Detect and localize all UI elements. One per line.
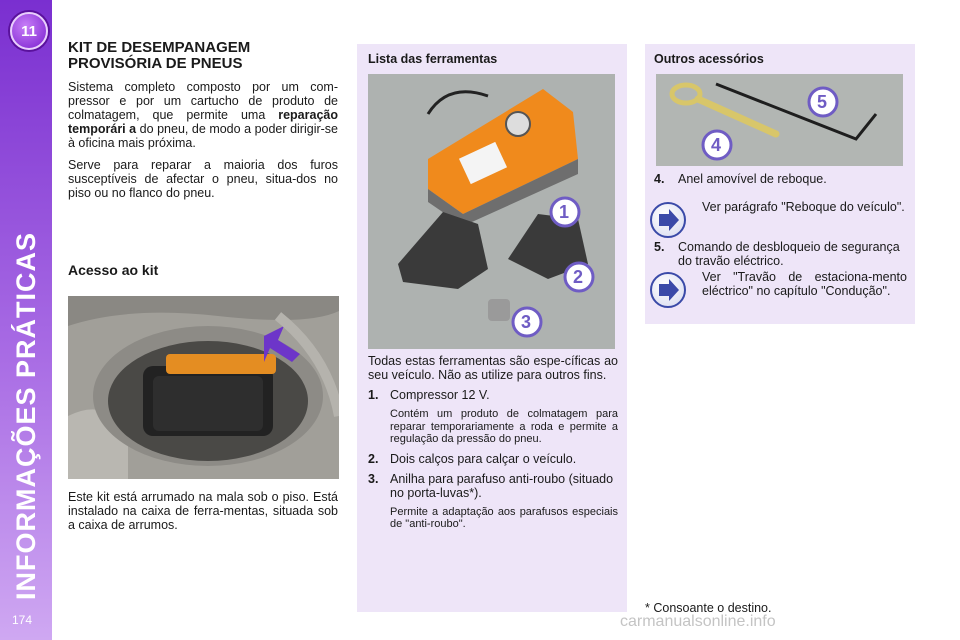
kit-location-text: Este kit está arrumado na mala sob o piso. Está instalado na caixa de ferra-mentas, situada sob a caixa de arrumos.	[68, 490, 338, 532]
list-item	[654, 240, 906, 268]
item-number: 1.	[368, 388, 379, 402]
item-number: 3.	[368, 471, 379, 486]
accessories-panel	[645, 44, 915, 324]
list-item	[654, 172, 906, 186]
reference-text: Ver "Travão de estaciona-mento eléctrico" no capítulo "Condução".	[702, 270, 907, 298]
kit-usage: Serve para reparar a maioria dos furos susceptíveis de afectar o pneu, situa-dos no piso ou no flanco do pneu.	[68, 158, 338, 200]
list-item	[368, 472, 618, 500]
tools-panel	[357, 44, 627, 612]
item-number: 5.	[654, 240, 665, 254]
item-number: 2.	[368, 451, 379, 466]
chapter-number-badge: 11	[10, 12, 48, 50]
item-label: Dois calços para calçar o veículo.	[390, 451, 577, 466]
accessories-title: Outros acessórios	[654, 52, 764, 66]
tools-title: Lista das ferramentas	[368, 52, 498, 66]
reference-note	[650, 200, 908, 244]
watermark: carmanualsonline.info	[620, 613, 776, 630]
tools-callout-3-label: 3	[521, 312, 532, 332]
accessories-photo	[656, 74, 903, 166]
page-number: 174	[12, 613, 33, 627]
accessory-callout-5-label: 5	[817, 92, 828, 112]
accessory-callout-4-label: 4	[711, 135, 722, 155]
list-item	[368, 452, 618, 466]
item-label: Anilha para parafuso anti-roubo (situado no porta-luvas*).	[390, 471, 614, 500]
chapter-sidebar	[0, 0, 52, 640]
page-title: KIT DE DESEMPANAGEM PROVISÓRIA DE PNEUS	[68, 39, 251, 72]
tools-list	[368, 354, 618, 531]
chapter-title: INFORMAÇÕES PRÁTICAS	[10, 231, 41, 600]
trunk-photo	[68, 296, 339, 479]
item-label: Comando de desbloqueio de segurança do travão eléctrico.	[678, 240, 900, 268]
tools-intro: Todas estas ferramentas são espe-cíficas ao seu veículo. Não as utilize para outros fins.	[368, 354, 618, 382]
item-label: Anel amovível de reboque.	[678, 172, 827, 186]
kit-description: Sistema completo composto por um com-pressor e por um cartucho de produto de colmatagem, que permite uma reparação temporári a do pneu, de modo a poder dirigir-se à oficina mais próxima.	[68, 80, 338, 150]
arrow-reference-icon	[650, 202, 686, 238]
arrow-reference-icon	[650, 272, 686, 308]
tools-callout-1-label: 1	[559, 202, 570, 222]
tools-callout-2-label: 2	[573, 267, 584, 287]
footnote: * Consoante o destino.	[645, 601, 772, 615]
access-heading: Acesso ao kit	[68, 262, 159, 278]
item-number: 4.	[654, 172, 665, 186]
reference-text: Ver parágrafo "Reboque do veículo".	[702, 200, 905, 214]
item-detail: Permite a adaptação aos parafusos especiais de "anti-roubo".	[390, 505, 618, 530]
tools-photo	[368, 74, 615, 349]
item-detail: Contém um produto de colmatagem para reparar temporariamente a roda e permite a regulação da pressão do pneu.	[390, 408, 618, 445]
reference-note	[650, 270, 908, 314]
kit-intro-column	[68, 40, 338, 200]
item-label: Compressor 12 V.	[390, 388, 490, 402]
list-item	[368, 388, 618, 402]
